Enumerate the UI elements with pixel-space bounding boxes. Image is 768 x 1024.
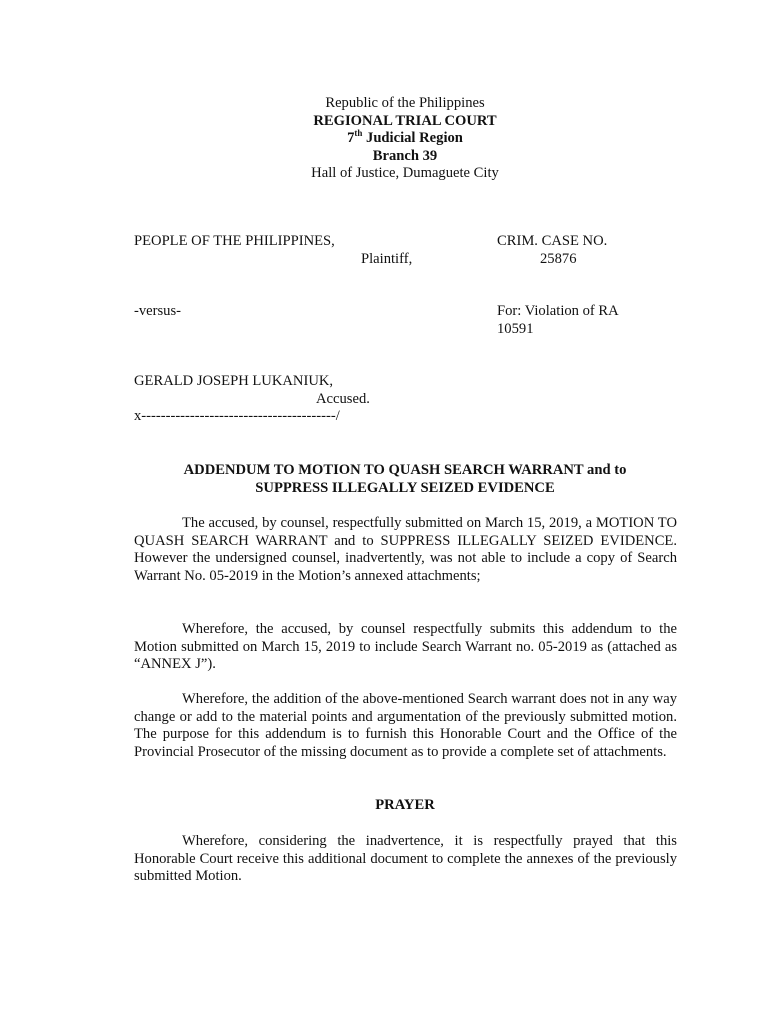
republic-line: Republic of the Philippines — [325, 95, 485, 111]
region-suffix: th — [354, 128, 363, 139]
branch-line: Branch 39 — [372, 147, 438, 164]
body-paragraph-2 — [134, 621, 677, 674]
accused-role: Accused. — [316, 391, 370, 407]
body-paragraph-1 — [134, 515, 677, 585]
plaintiff-name: PEOPLE OF THE PHILIPPINES, — [134, 233, 335, 249]
region-number: 7 — [347, 130, 355, 147]
body-paragraph-1-text: The accused, by counsel, respectfully submitted on March 15, 2019, a MOTION TO QUASH SEARCH WARRANT and to SUPPRESS ILLEGALLY SEIZED EVIDENCE. However the undersigned counsel, inadvertently, was not able to include a copy of Search Warrant No. 05-2019 in the Motion’s annexed attachments; — [134, 515, 677, 584]
versus-label: -versus- — [134, 303, 182, 319]
plaintiff-role: Plaintiff, — [361, 251, 413, 267]
caption-separator: x----------------------------------------/ — [134, 408, 340, 424]
court-header — [134, 95, 676, 183]
body-paragraph-4 — [134, 833, 677, 886]
body-paragraph-4-text: Wherefore, considering the inadvertence, it is respectfully prayed that this Honorable Court receive this additional document to complete the annexes of the previously submitted Motion. — [134, 833, 677, 885]
accused-name: GERALD JOSEPH LUKANIUK, — [134, 373, 334, 389]
document-title — [134, 462, 676, 497]
prayer-heading: PRAYER — [375, 797, 435, 813]
title-line-2: SUPPRESS ILLEGALLY SEIZED EVIDENCE — [255, 479, 555, 496]
body-paragraph-3-text: Wherefore, the addition of the above-mentioned Search warrant does not in any way change or add to the material points and argumentation of the previously submitted motion. The purpose for this addendum is to furnish this Honorable Court and the Office of the Provincial Prosecutor of the missing document as to provide a complete set of attachments. — [134, 691, 677, 760]
offense-line-2: 10591 — [497, 321, 534, 337]
court-name: REGIONAL TRIAL COURT — [313, 112, 497, 129]
title-line-1: ADDENDUM TO MOTION TO QUASH SEARCH WARRANT and to — [183, 462, 627, 478]
body-paragraph-3 — [134, 691, 677, 761]
offense-line-1: For: Violation of RA — [497, 303, 619, 319]
body-paragraph-2-text: Wherefore, the accused, by counsel respectfully submits this addendum to the Motion submitted on March 15, 2019 to include Search Warrant no. 05-2019 as (attached as “ANNEX J”). — [134, 621, 677, 673]
hall-line: Hall of Justice, Dumaguete City — [311, 165, 499, 182]
region-rest: Judicial Region — [362, 130, 463, 147]
judicial-region — [134, 130, 676, 148]
case-number: 25876 — [540, 251, 577, 267]
case-number-label: CRIM. CASE NO. — [497, 233, 608, 249]
